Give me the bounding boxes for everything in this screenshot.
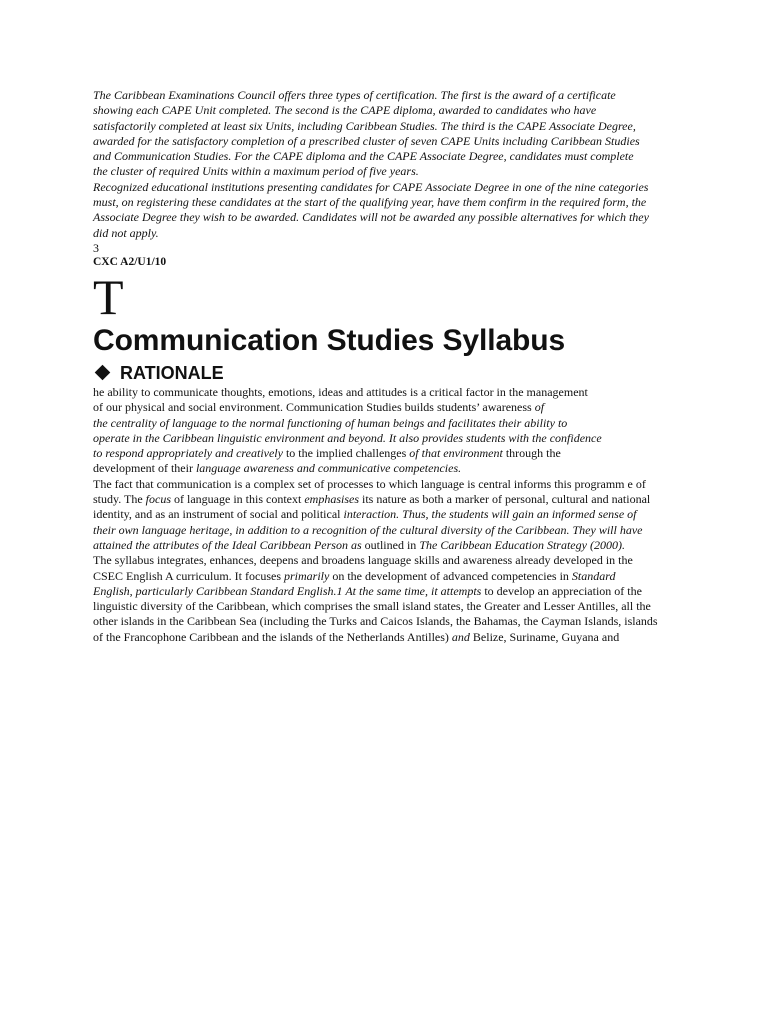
intro-line: the cluster of required Units within a maximum period of five years.: [93, 164, 419, 179]
document-page: [93, 88, 668, 645]
body-line: [93, 538, 668, 553]
text-run: he ability to communicate thoughts, emotions, ideas and attitudes is a critical factor in the management: [93, 384, 588, 399]
body-line: [93, 461, 668, 476]
text-run: of the Francophone Caribbean and the islands of the Netherlands Antilles): [93, 629, 452, 644]
body-line: [93, 523, 668, 538]
text-run: CSEC English A curriculum. It focuses: [93, 568, 284, 583]
text-run: development of their: [93, 461, 196, 476]
text-run: to the implied challenges: [285, 446, 410, 461]
intro-line: Associate Degree they wish to be awarded. Candidates will not be awarded any possible alternatives for which they: [93, 210, 649, 225]
document-code: CXC A2/U1/10: [93, 255, 167, 268]
italic-run: and: [451, 629, 473, 644]
body-line: [93, 630, 668, 645]
italic-run: Standard: [571, 568, 616, 583]
intro-line: did not apply.: [93, 225, 159, 240]
body-line: [93, 431, 668, 446]
italic-run: interaction. Thus, the students will gain an informed sense of: [343, 507, 637, 522]
body-line: [93, 599, 668, 614]
section-heading-label: RATIONALE: [120, 362, 224, 383]
body-line: [93, 416, 668, 431]
body-line: [93, 584, 668, 599]
intro-line: satisfactorily completed at least six Units, including Caribbean Studies. The third is the CAPE Associate Degree,: [93, 118, 636, 133]
intro-line: must, on registering these candidates at the start of the qualifying year, have them confirm in the required form, the: [93, 195, 647, 210]
body-line: [93, 385, 668, 400]
text-run: outlined in: [364, 537, 420, 552]
page-number: 3: [93, 240, 99, 255]
italic-run: focus: [145, 492, 175, 507]
page-title: Communication Studies Syllabus: [93, 323, 566, 357]
text-run: other islands in the Caribbean Sea (including the Turks and Caicos Islands, the Bahamas, the Cayman Islands, islands: [93, 614, 658, 629]
text-run: of our physical and social environment. Communication Studies builds students’ awareness: [93, 400, 535, 415]
italic-run: The Caribbean Education Strategy (2000).: [419, 537, 625, 552]
intro-line: awarded for the satisfactory completion of a prescribed cluster of seven CAPE Units including Caribbean Studies: [93, 133, 640, 148]
body-line: [93, 507, 668, 522]
intro-line: Recognized educational institutions presenting candidates for CAPE Associate Degree in one of the nine categories: [93, 179, 649, 194]
italic-run: operate in the Caribbean linguistic environment and beyond. It also provides students with the confidence: [93, 430, 602, 445]
text-run: The syllabus integrates, enhances, deepens and broadens language skills and awareness already developed in the: [93, 553, 633, 568]
text-run: identity, and as an instrument of social and political: [93, 507, 344, 522]
text-run: to develop an appreciation of the: [484, 583, 642, 598]
body-line: [93, 492, 668, 507]
intro-paragraph: [93, 88, 668, 241]
italic-run: attained the attributes of the Ideal Caribbean Person as: [93, 537, 365, 552]
italic-run: English, particularly Caribbean Standard English.1 At the same time, it attempts: [93, 583, 485, 598]
intro-line: showing each CAPE Unit completed. The second is the CAPE diploma, awarded to candidates who have: [93, 103, 597, 118]
italic-run: their own language heritage, in addition to a recognition of the cultural diversity of the Caribbean. They will have: [93, 522, 643, 537]
drop-cap: T: [93, 268, 124, 325]
body-line: [93, 569, 668, 584]
body-line: [93, 553, 668, 568]
intro-line: and Communication Studies. For the CAPE diploma and the CAPE Associate Degree, candidates must complete: [93, 149, 634, 164]
text-run: linguistic diversity of the Caribbean, which comprises the small island states, the Greater and Lesser Antilles, all the: [93, 599, 651, 614]
italic-run: emphasises: [304, 492, 362, 507]
body-line: [93, 446, 668, 461]
italic-run: of that environment: [409, 446, 506, 461]
rationale-body: [93, 385, 668, 645]
italic-run: primarily: [284, 568, 333, 583]
intro-line: The Caribbean Examinations Council offers three types of certification. The first is the award of a certificate: [93, 88, 616, 102]
diamond-bullet-icon: [95, 365, 111, 381]
text-run: study. The: [93, 492, 146, 507]
body-line: [93, 477, 668, 492]
section-heading: [93, 361, 668, 385]
italic-run: to respond appropriately and creatively: [93, 446, 286, 461]
text-run: The fact that communication is a complex set of processes to which language is central informs this programm e of: [93, 476, 646, 491]
text-run: Belize, Suriname, Guyana and: [472, 629, 620, 644]
body-line: [93, 614, 668, 629]
text-run: on the development of advanced competencies in: [332, 568, 572, 583]
text-run: through the: [505, 446, 561, 461]
italic-run: language awareness and communicative competencies.: [195, 461, 462, 476]
text-run: of language in this context: [174, 492, 305, 507]
italic-run: of: [534, 400, 545, 415]
body-line: [93, 400, 668, 415]
text-run: its nature as both a marker of personal, cultural and national: [362, 492, 651, 507]
italic-run: the centrality of language to the normal functioning of human beings and facilitates their ability to: [93, 415, 568, 430]
